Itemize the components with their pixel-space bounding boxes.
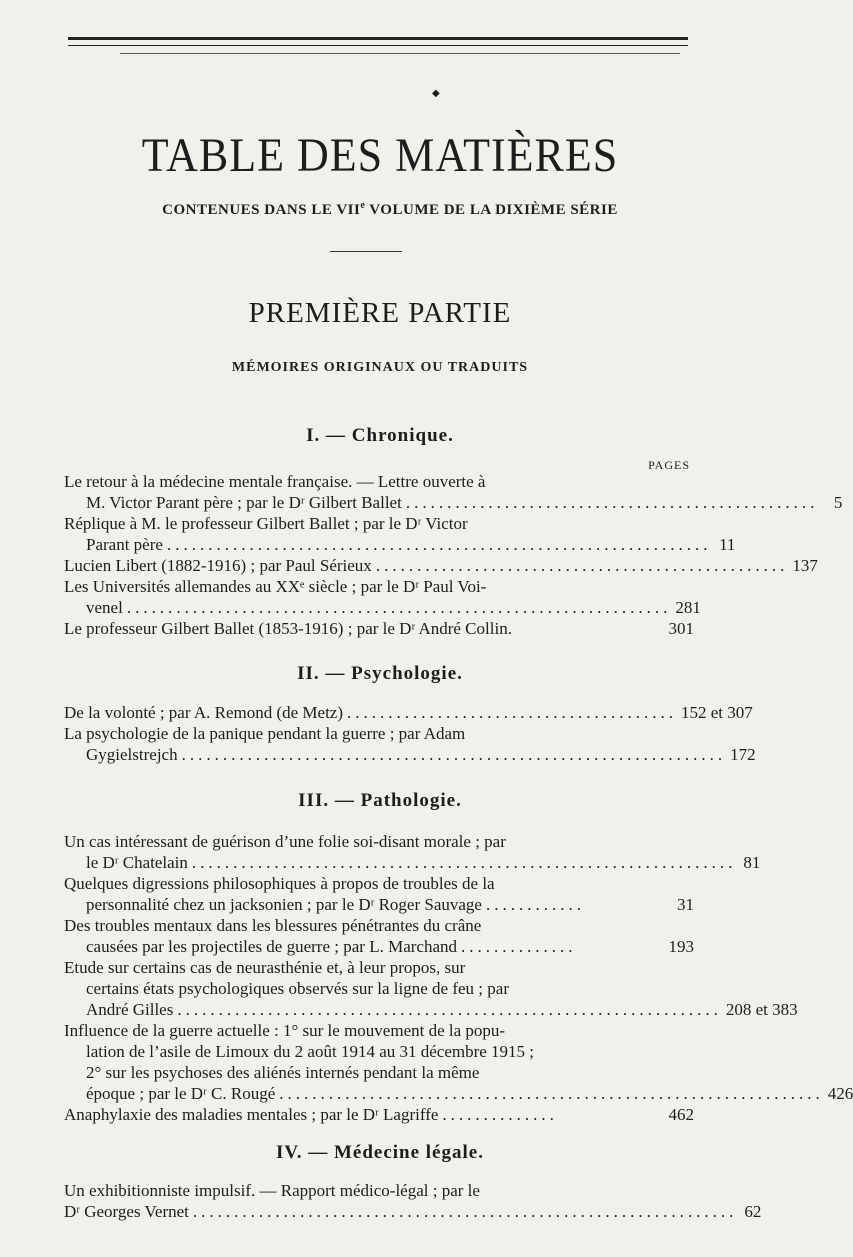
page-title: TABLE DES MATIÈRES: [141, 129, 619, 182]
page-number: 462: [668, 1105, 694, 1124]
entry-text: André Gilles: [86, 1000, 174, 1019]
entry-text: Parant père: [86, 535, 163, 554]
page-number: 62: [744, 1202, 762, 1221]
page-number: 208 et 383: [725, 1000, 798, 1019]
section-heading-pathologie: III. — Pathologie.: [298, 790, 462, 811]
ornament-icon: ◆: [432, 88, 440, 99]
entry-text: Le professeur Gilbert Ballet (1853-1916) ; par le Dʳ André Collin.: [64, 619, 512, 638]
section-heading-chronique: I. — Chronique.: [306, 425, 454, 446]
toc-entry[interactable]: De la volonté ; par A. Remond (de Metz) ........................................ 152 et 307: [64, 703, 753, 722]
entry-text: causées par les projectiles de guerre ; par L. Marchand: [86, 937, 457, 956]
page-number: 172: [730, 745, 756, 764]
entry-text: Influence de la guerre actuelle : 1° sur le mouvement de la popu-: [64, 1021, 506, 1040]
toc-entry[interactable]: Anaphylaxie des maladies mentales ; par le Dʳ Lagriffe .............. 462: [64, 1105, 694, 1124]
entry-text: Le retour à la médecine mentale française. — Lettre ouverte à: [64, 472, 486, 491]
entry-text: Gygielstrejch: [86, 745, 178, 764]
toc-entry[interactable]: Un cas intéressant de guérison d’une folie soi-disant morale ; par le Dʳ Chatelain .................................................................. 81: [64, 832, 761, 872]
subtitle-pre: CONTENUES DANS LE VII: [162, 202, 361, 218]
entry-text: La psychologie de la panique pendant la guerre ; par Adam: [64, 724, 466, 743]
page-number: 137: [792, 556, 818, 575]
entry-text: Anaphylaxie des maladies mentales ; par le Dʳ Lagriffe: [64, 1105, 439, 1124]
section-heading-medecine-legale: IV. — Médecine légale.: [276, 1142, 484, 1163]
entry-text: personnalité chez un jacksonien ; par le Dʳ Roger Sauvage: [86, 895, 482, 914]
entry-text: lation de l’asile de Limoux du 2 août 1914 au 31 décembre 1915 ;: [86, 1042, 535, 1061]
entry-text: Quelques digressions philosophiques à propos de troubles de la: [64, 874, 495, 893]
page-number: 426: [827, 1084, 853, 1103]
toc-entry[interactable]: Un exhibitionniste impulsif. — Rapport médico-légal ; par le Dʳ Georges Vernet .................................................................. 62: [64, 1181, 762, 1221]
toc-entry[interactable]: [64, 618, 694, 639]
entry-text: venel: [86, 598, 123, 617]
entry-text: Réplique à M. le professeur Gilbert Ballet ; par le Dʳ Victor: [64, 514, 468, 533]
toc-entry[interactable]: Des troubles mentaux dans les blessures pénétrantes du crâne causées par les projectiles de guerre ; par L. Marchand .............. 193: [64, 916, 694, 956]
toc-entry[interactable]: Le retour à la médecine mentale française. — Lettre ouverte à M. Victor Parant père ; par le Dʳ Gilbert Ballet .................................................. 5: [64, 472, 843, 512]
toc-entry[interactable]: La psychologie de la panique pendant la guerre ; par Adam Gygielstrejch .................................................................. 172: [64, 724, 756, 764]
toc-entry[interactable]: Influence de la guerre actuelle : 1° sur le mouvement de la popu- lation de l’asile de Limoux du 2 août 1914 au 31 décembre 1915 ; 2° sur les psychoses des aliénés internés pendant la même époque ; par le Dʳ C. Rougé .................................................................. 426: [64, 1021, 853, 1103]
toc-entry[interactable]: Les Universités allemandes au XXᵉ siècle ; par le Dʳ Paul Voi- venel .................................................................. 281: [64, 577, 701, 617]
toc-entry[interactable]: Réplique à M. le professeur Gilbert Ballet ; par le Dʳ Victor Parant père .................................................................. 11: [64, 514, 736, 554]
entry-text: époque ; par le Dʳ C. Rougé: [86, 1084, 276, 1103]
part-heading: PREMIÈRE PARTIE: [248, 297, 512, 329]
header-rule: [120, 53, 680, 54]
page-number: 301: [668, 619, 694, 638]
subtitle-post: VOLUME DE LA DIXIÈME SÉRIE: [365, 202, 618, 218]
subtitle: [90, 200, 690, 219]
page-number: 193: [668, 937, 694, 956]
page-number: 5: [833, 493, 843, 512]
entry-text: Lucien Libert (1882-1916) ; par Paul Sérieux: [64, 556, 372, 575]
entry-text: le Dʳ Chatelain: [86, 853, 188, 872]
header-rule: [68, 37, 688, 40]
entry-text: Dʳ Georges Vernet: [64, 1202, 189, 1221]
page-number: 81: [743, 853, 761, 872]
toc-entry[interactable]: Lucien Libert (1882-1916) ; par Paul Sérieux .................................................. 137: [64, 556, 818, 575]
toc-entry[interactable]: Quelques digressions philosophiques à propos de troubles de la personnalité chez un jacksonien ; par le Dʳ Roger Sauvage ............ 31: [64, 874, 694, 914]
header-rule: [68, 45, 688, 46]
pages-label: PAGES: [648, 458, 690, 472]
entry-text: 2° sur les psychoses des aliénés internés pendant la même: [86, 1063, 480, 1082]
divider: [330, 251, 402, 252]
entry-text: M. Victor Parant père ; par le Dʳ Gilbert Ballet: [86, 493, 402, 512]
entry-text: Les Universités allemandes au XXᵉ siècle ; par le Dʳ Paul Voi-: [64, 577, 487, 596]
page-number: 281: [675, 598, 701, 617]
page-number: 152 et 307: [681, 703, 753, 722]
entry-text: certains états psychologiques observés sur la ligne de feu ; par: [86, 979, 509, 998]
entry-text: Un exhibitionniste impulsif. — Rapport médico-légal ; par le: [64, 1181, 480, 1200]
toc-entry[interactable]: Etude sur certains cas de neurasthénie et, à leur propos, sur certains états psychologiques observés sur la ligne de feu ; par André Gilles .................................................................. 208 et 383: [64, 958, 798, 1019]
entry-text: Un cas intéressant de guérison d’une folie soi-disant morale ; par: [64, 832, 506, 851]
page-number: 11: [719, 535, 736, 554]
entry-text: Etude sur certains cas de neurasthénie et, à leur propos, sur: [64, 958, 466, 977]
subtitle-sup: e: [360, 200, 366, 211]
page-number: 31: [677, 895, 694, 914]
entry-text: De la volonté ; par A. Remond (de Metz): [64, 703, 344, 722]
section-heading-psychologie: II. — Psychologie.: [297, 663, 463, 684]
entry-text: Des troubles mentaux dans les blessures pénétrantes du crâne: [64, 916, 482, 935]
memoires-heading: MÉMOIRES ORIGINAUX OU TRADUITS: [231, 360, 529, 375]
